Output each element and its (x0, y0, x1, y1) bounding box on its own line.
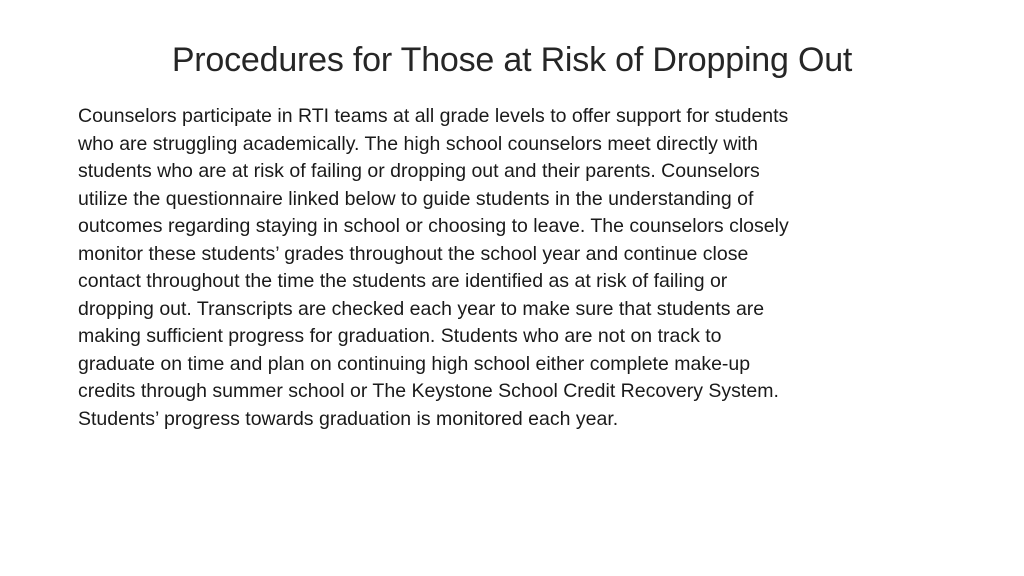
slide-title: Procedures for Those at Risk of Dropping Out (171, 41, 853, 79)
slide-body-text: Counselors participate in RTI teams at all grade levels to offer support for students who are struggling academically. The high school counselors meet directly with students who are at risk of failing or dropping out and their parents. Counselors utilize the questionnaire linked below to guide students in the understanding of outcomes regarding staying in school or choosing to leave. The counselors closely monitor these students’ grades throughout the school year and continue close contact throughout the time the students are identified as at risk of failing or dropping out. Transcripts are checked each year to make sure that students are making sufficient progress for graduation. Students who are not on track to graduate on time and plan on continuing high school either complete make-up credits through summer school or The Keystone School Credit Recovery System. Students’ progress towards graduation is monitored each year. (78, 105, 789, 430)
